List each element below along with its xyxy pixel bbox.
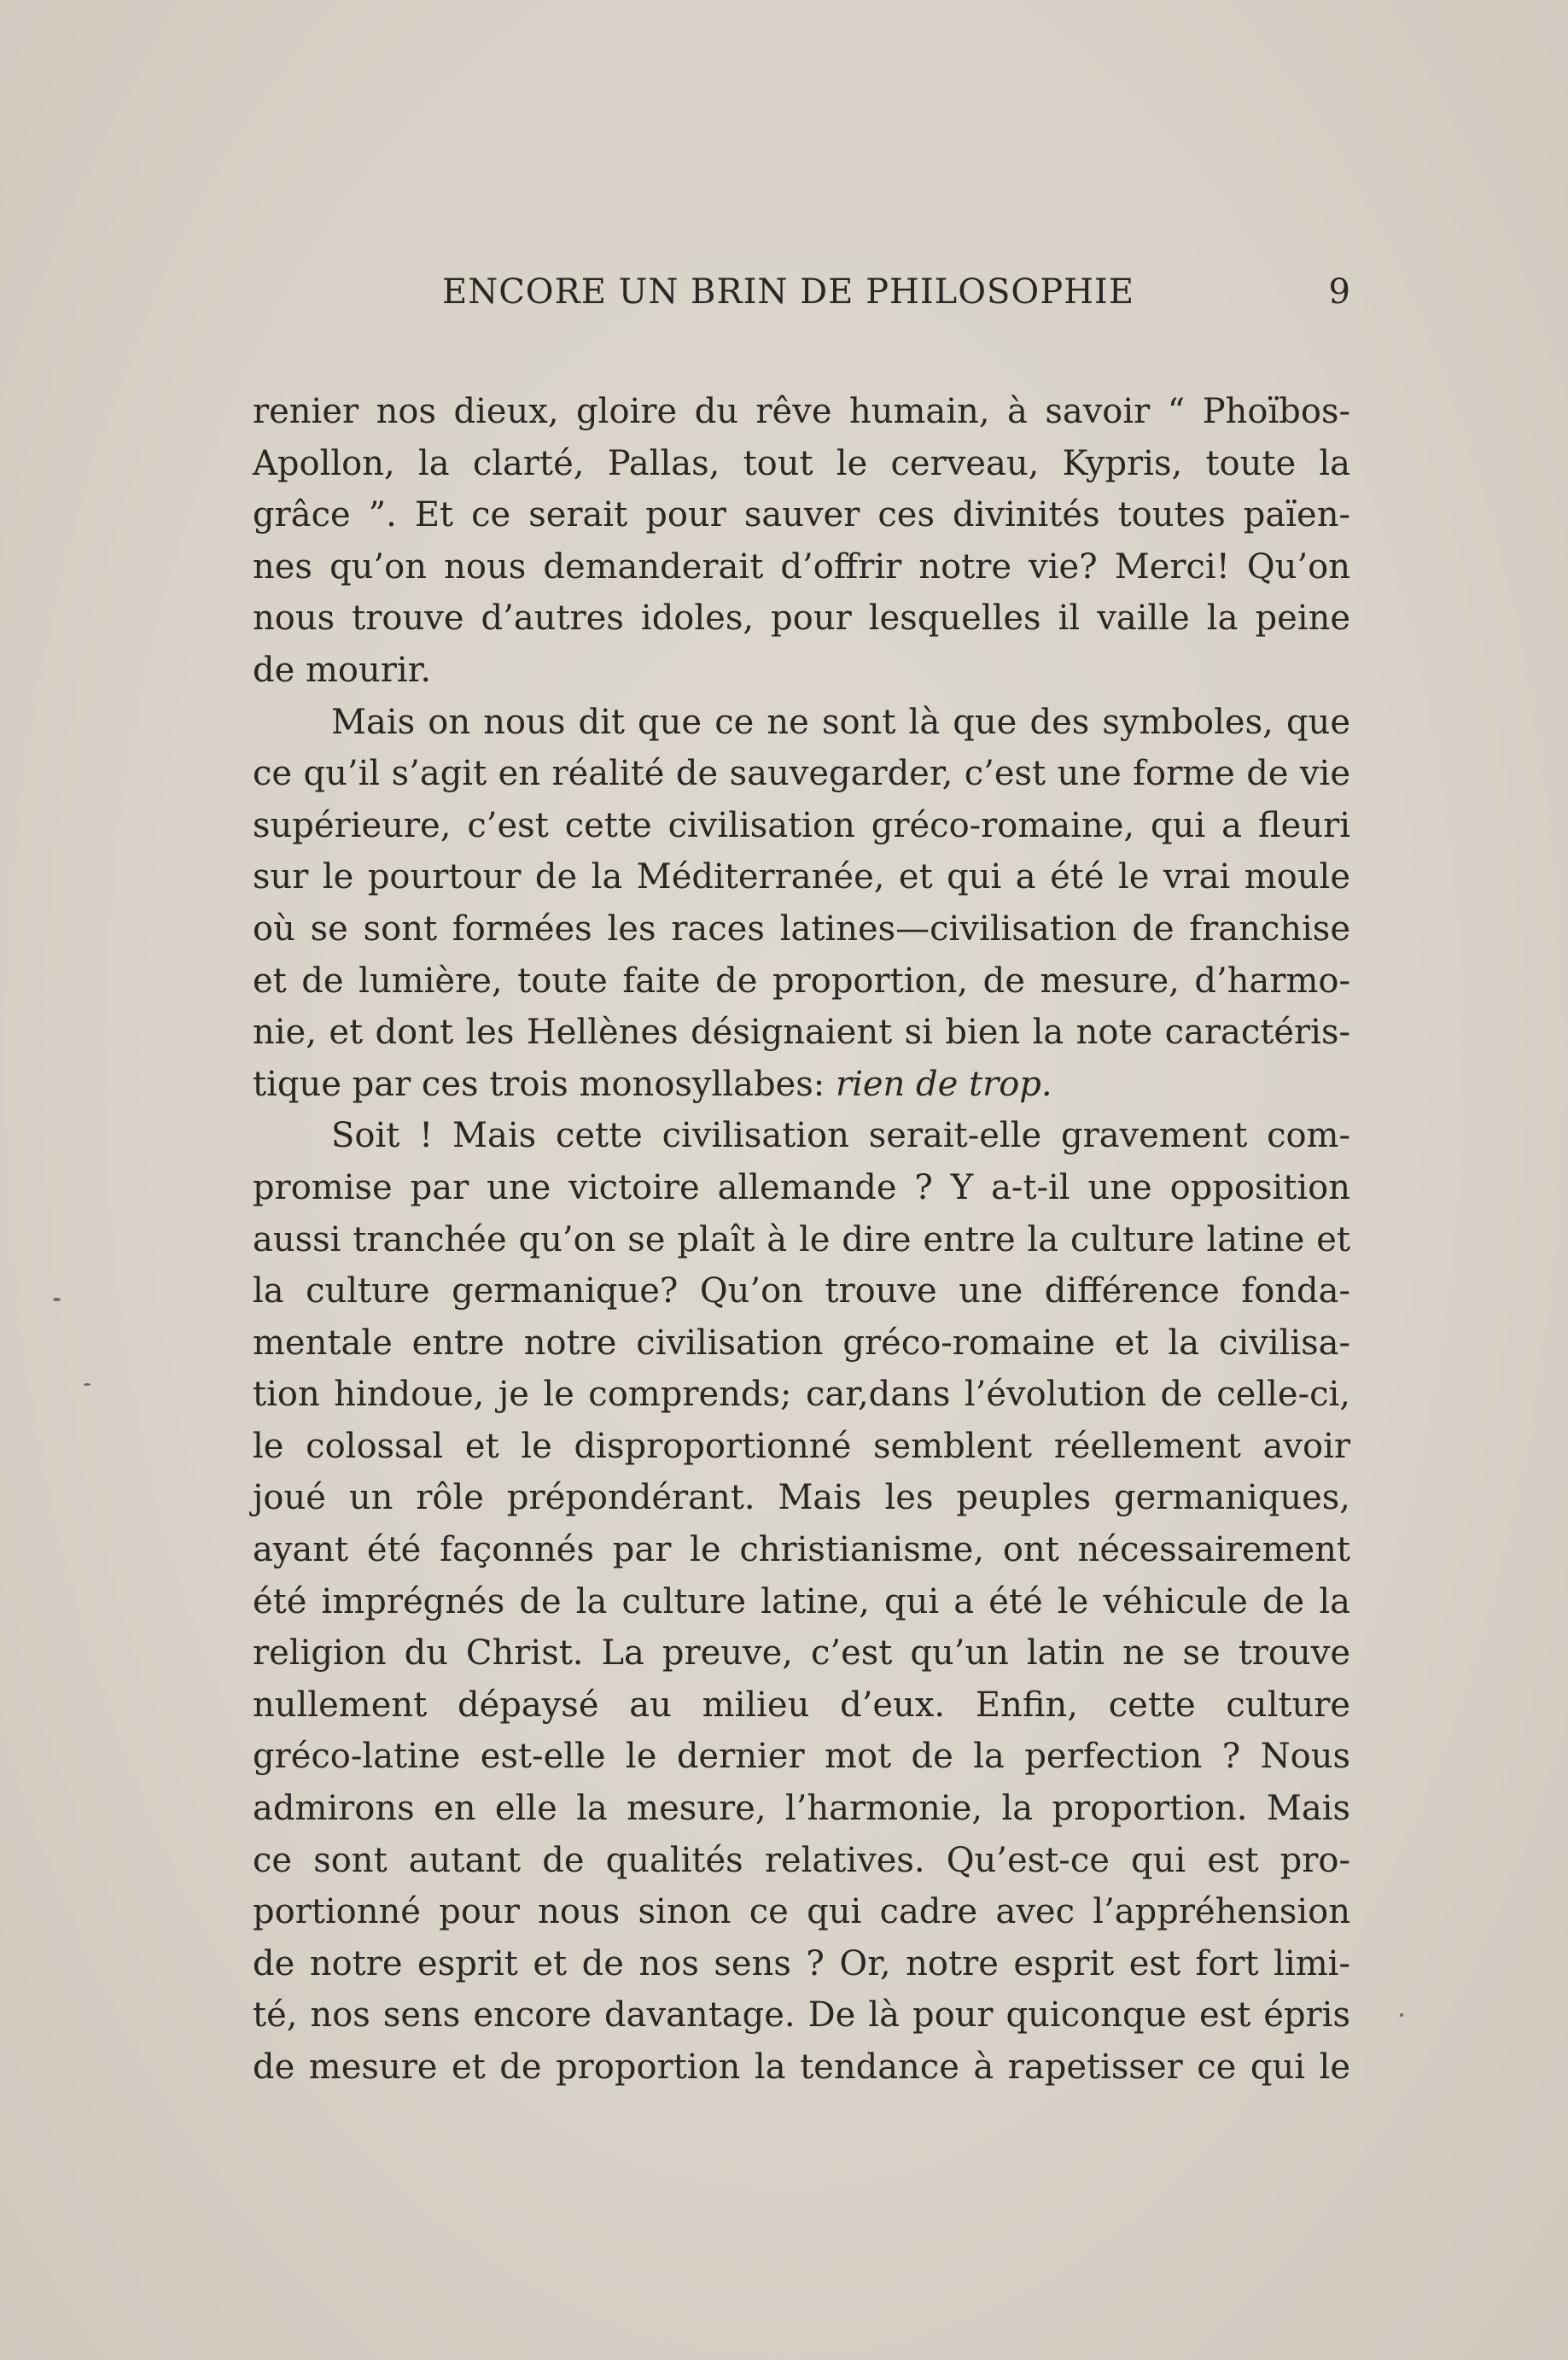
text-line: gréco-latine est-elle le dernier mot de la perfection ? Nous bbox=[253, 1737, 1350, 1777]
text-line: le colossal et le disproportionné semblent réellement avoir bbox=[253, 1426, 1350, 1466]
text-run: tique par ces trois monosyllabes: bbox=[253, 1064, 836, 1104]
text-line: religion du Christ. La preuve, c’est qu’un latin ne se trouve bbox=[253, 1633, 1350, 1674]
italic-phrase: rien de trop. bbox=[835, 1064, 1052, 1104]
text-line: ayant été façonnés par le christianisme, ont nécessairement bbox=[253, 1530, 1350, 1570]
text-line: nous trouve d’autres idoles, pour lesquelles il vaille la peine bbox=[253, 599, 1350, 639]
page-number: 9 bbox=[1328, 272, 1350, 312]
running-title: ENCORE UN BRIN DE PHILOSOPHIE bbox=[442, 272, 1135, 312]
text-line: admirons en elle la mesure, l’harmonie, la proportion. Mais bbox=[253, 1789, 1350, 1829]
body-text bbox=[253, 386, 1350, 2094]
text-line: sur le pourtour de la Méditerranée, et qui a été le vrai moule bbox=[253, 857, 1350, 897]
text-line: renier nos dieux, gloire du rêve humain, à savoir “ Phoïbos- bbox=[253, 392, 1350, 431]
text-line: nie, et dont les Hellènes désignaient si bien la note caractéris- bbox=[253, 1013, 1350, 1053]
text-line: Mais on nous dit que ce ne sont là que des symboles, que bbox=[331, 702, 1350, 742]
text-line: portionné pour nous sinon ce qui cadre avec l’appréhension bbox=[253, 1892, 1350, 1932]
paragraph-2 bbox=[253, 697, 1350, 1111]
text-line: tion hindoue, je le comprends; car,dans l’évolution de celle-ci, bbox=[253, 1375, 1350, 1415]
text-line: de mourir. bbox=[253, 650, 432, 690]
text-line: de mesure et de proportion la tendance à rapetisser ce qui le bbox=[253, 2047, 1350, 2087]
text-line: té, nos sens encore davantage. De là pour quiconque est épris bbox=[253, 1995, 1350, 2036]
text-line: Apollon, la clarté, Pallas, tout le cerveau, Kypris, toute la bbox=[253, 443, 1350, 483]
text-line: joué un rôle prépondérant. Mais les peuples germaniques, bbox=[253, 1478, 1350, 1518]
text-line: grâce ”. Et ce serait pour sauver ces divinités toutes païen- bbox=[253, 495, 1350, 535]
text-line: nullement dépaysé au milieu d’eux. Enfin, cette culture bbox=[253, 1685, 1350, 1725]
text-line: ce qu’il s’agit en réalité de sauvegarder, c’est une forme de vie bbox=[253, 754, 1350, 794]
text-line: nes qu’on nous demanderait d’offrir notre vie? Merci! Qu’on bbox=[253, 546, 1350, 587]
text-line: ce sont autant de qualités relatives. Qu’est-ce qui est pro- bbox=[253, 1840, 1350, 1880]
paragraph-3 bbox=[253, 1110, 1350, 2093]
text-line: été imprégnés de la culture latine, qui a été le véhicule de la bbox=[253, 1581, 1350, 1621]
text-line: la culture germanique? Qu’on trouve une différence fonda- bbox=[253, 1271, 1350, 1311]
text-line: mentale entre notre civilisation gréco-romaine et la civilisa- bbox=[253, 1323, 1350, 1363]
paper-speck bbox=[84, 1383, 90, 1386]
text-line: supérieure, c’est cette civilisation gréco-romaine, qui a fleuri bbox=[253, 805, 1350, 845]
paragraph-1 bbox=[253, 386, 1350, 697]
text-line: Soit ! Mais cette civilisation serait-elle gravement com- bbox=[331, 1116, 1350, 1156]
running-head bbox=[253, 272, 1350, 313]
paper-speck bbox=[1400, 2013, 1403, 2017]
text-line bbox=[253, 1059, 1350, 1111]
text-line: et de lumière, toute faite de proportion, de mesure, d’harmo- bbox=[253, 961, 1350, 1001]
text-line: où se sont formées les races latines—civilisation de franchise bbox=[253, 908, 1350, 949]
text-line: aussi tranchée qu’on se plaît à le dire entre la culture latine et bbox=[253, 1219, 1350, 1259]
text-line: de notre esprit et de nos sens ? Or, notre esprit est fort limi- bbox=[253, 1943, 1350, 1983]
text-line: promise par une victoire allemande ? Y a-t-il une opposition bbox=[253, 1167, 1350, 1207]
paper-speck bbox=[53, 1298, 61, 1301]
